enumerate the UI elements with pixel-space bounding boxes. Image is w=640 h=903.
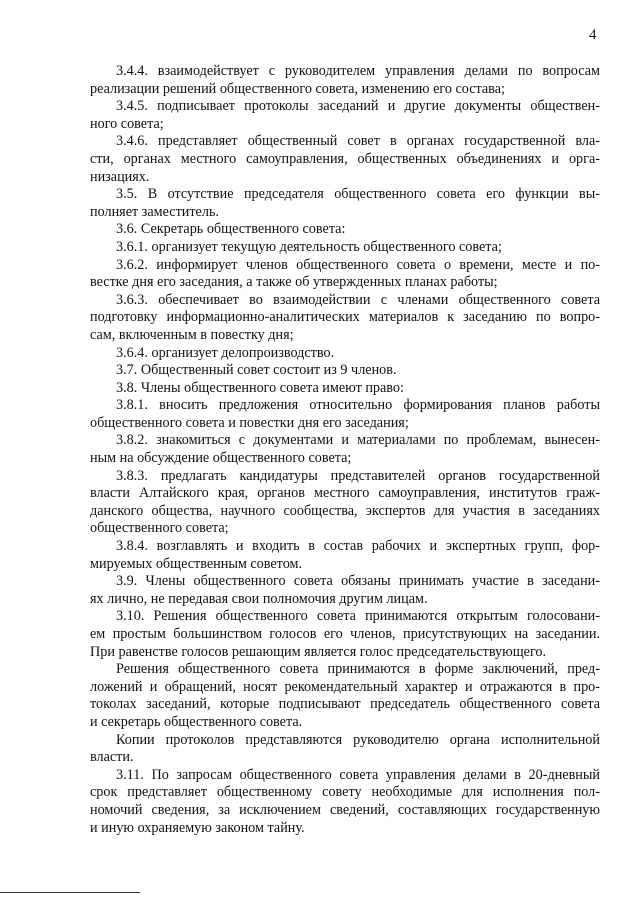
text-line: ях лично, не передавая свои полномочия другим лицам.	[90, 590, 428, 607]
text-line: 3.4.5. подписывает протоколы заседаний и другие документы обществен-	[116, 98, 600, 115]
text-line: 3.6.3. обеспечивает во взаимодействии с членами общественного совета	[116, 291, 600, 308]
text-line: 3.8.2. знакомиться с документами и материалами по проблемам, вынесен-	[116, 432, 600, 449]
text-line: полняет заместитель.	[90, 203, 219, 220]
text-line: ного совета;	[90, 115, 164, 132]
text-line: 3.7. Общественный совет состоит из 9 членов.	[116, 362, 397, 379]
text-line: номочий сведения, за исключением сведений, составляющих государственную	[90, 801, 600, 818]
text-line: власти Алтайского края, органов местного самоуправления, институтов граж-	[90, 485, 600, 502]
text-line: 3.5. В отсутствие председателя общественного совета его функции вы-	[116, 186, 600, 203]
text-line: Решения общественного совета принимаются в форме заключений, пред-	[116, 661, 600, 678]
text-line: мируемых общественным советом.	[90, 555, 303, 572]
text-line: 3.6. Секретарь общественного совета:	[116, 221, 346, 238]
text-line: данского общества, научного сообщества, экспертов для участия в заседаниях	[90, 502, 600, 519]
text-line: 3.11. По запросам общественного совета управления делами в 20-дневный	[116, 766, 600, 783]
text-line: 3.8.3. предлагать кандидатуры представителей органов государственной	[116, 467, 600, 484]
text-line: ем простым большинством голосов его членов, присутствующих на заседании.	[90, 626, 600, 642]
text-line: общественного совета;	[90, 520, 229, 537]
text-line: 3.8. Члены общественного совета имеют право:	[116, 379, 404, 396]
text-line: токолах заседаний, которые подписывают председатель общественного совета	[90, 696, 600, 713]
text-line: ным на обсуждение общественного совета;	[90, 450, 352, 467]
text-line: 3.6.1. организует текущую деятельность общественного совета;	[116, 238, 502, 255]
text-line: 3.4.6. представляет общественный совет в органах государственной вла-	[116, 133, 600, 150]
document-body	[90, 63, 600, 837]
text-line: 3.9. Члены общественного совета обязаны принимать участие в заседани-	[116, 573, 600, 590]
text-line: сам, включенным в повестку дня;	[90, 326, 294, 343]
text-line: реализации решений общественного совета, изменению его состава;	[90, 80, 505, 97]
text-line: 3.8.1. вносить предложения относительно формирования планов работы	[116, 397, 600, 414]
text-line: низациях.	[90, 168, 150, 185]
text-line: ложений и обращений, носят рекомендательный характер и отражаются в про-	[90, 678, 600, 695]
text-line: общественного совета и повестки дня его заседания;	[90, 414, 409, 431]
text-line: сти, органах местного самоуправления, общественных объединениях и орга-	[90, 150, 600, 167]
text-line: и иную охраняемую законом тайну.	[90, 819, 305, 836]
text-line: 3.8.4. возглавлять и входить в состав рабочих и экспертных групп, фор-	[116, 538, 600, 555]
text-line: 3.6.4. организует делопроизводство.	[116, 344, 335, 361]
text-line: вестке дня его заседания, а также об утвержденных планах работы;	[90, 274, 498, 291]
footer-rule	[0, 892, 140, 893]
text-line: 3.4.4. взаимодействует с руководителем управления делами по вопросам	[116, 63, 600, 79]
text-line: власти.	[90, 749, 134, 766]
text-line: Копии протоколов представляются руководителю органа исполнительной	[116, 731, 600, 748]
text-line: и секретарь общественного совета.	[90, 713, 303, 730]
text-line: 3.6.2. информирует членов общественного совета о времени, месте и по-	[116, 256, 600, 273]
page-number: 4	[589, 27, 597, 43]
text-line: срок представляет общественному совету необходимые для исполнения пол-	[90, 784, 600, 801]
text-line: 3.10. Решения общественного совета принимаются открытым голосовани-	[116, 608, 600, 625]
text-line: подготовку информационно-аналитических материалов к заседанию по вопро-	[90, 309, 600, 326]
text-line: При равенстве голосов решающим является голос председательствующего.	[90, 643, 547, 660]
